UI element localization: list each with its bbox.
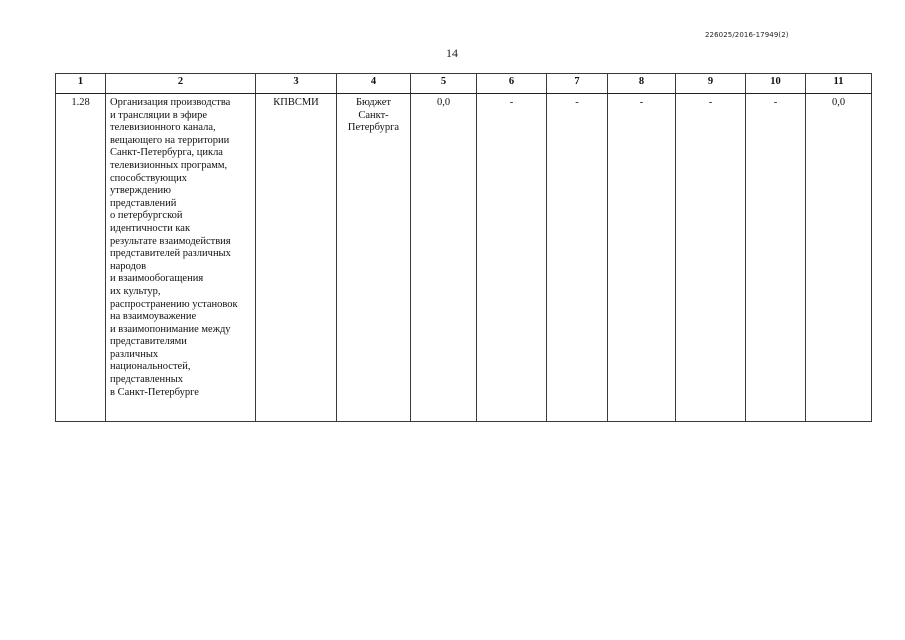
column-header: 8 [608,74,676,94]
page-number: 14 [446,46,458,60]
column-header: 1 [56,74,106,94]
activity-name-line: представленных [110,374,184,386]
activity-name-line: и трансляции в эфире [110,109,208,121]
column-header: 3 [256,74,337,94]
col11-value-cell: 0,0 [806,94,872,422]
activity-name-line: результате взаимодействия [110,235,231,247]
activity-name-line: народов [110,260,147,272]
column-header: 9 [676,74,746,94]
executor-cell: КПВСМИ [256,94,337,422]
activity-name-line: утверждению [110,185,171,197]
activity-name-line: представителей различных [110,248,231,260]
table-header-row [56,74,872,94]
activity-name-line: и взаимообогащения [110,273,204,285]
col10-value-cell: - [746,94,806,422]
funding-source-line: Петербурга [347,122,400,134]
activity-name-line: различных [110,348,159,360]
activity-name-line: представителями [110,336,187,348]
program-table-container [55,73,871,422]
column-header: 7 [547,74,608,94]
activity-name-line: Санкт-Петербурга, цикла [110,147,223,159]
row-number-cell: 1.28 [56,94,106,422]
activity-name-line: телевизионных программ, [110,159,228,171]
activity-name-line: телевизионного канала, [110,122,216,134]
activity-name-line: их культур, [110,285,161,297]
activity-name-line: способствующих [110,172,187,184]
activity-name-line: на взаимоуважение [110,311,197,323]
activity-name-cell [106,94,256,422]
document-id: 226025/2016-17949(2) [705,31,789,39]
activity-name-line: распространению установок [110,298,238,310]
column-header: 4 [337,74,411,94]
funding-source-line: Санкт- [358,109,389,121]
activity-name-line: Организация производства [110,97,231,108]
column-header: 2 [106,74,256,94]
col7-value-cell: - [547,94,608,422]
col5-value-cell: 0,0 [411,94,477,422]
program-table [55,73,872,422]
activity-name-line: вещающего на территории [110,134,230,146]
col6-value-cell: - [477,94,547,422]
activity-name-line: национальностей, [110,361,191,373]
activity-name-line: идентичности как [110,222,191,234]
column-header: 5 [411,74,477,94]
table-row [56,94,872,422]
funding-source-line: Бюджет [355,97,392,108]
column-header: 10 [746,74,806,94]
funding-source-cell [337,94,411,422]
col9-value-cell: - [676,94,746,422]
activity-name-line: в Санкт-Петербурге [110,386,199,398]
activity-name-line: представлений [110,197,177,209]
activity-name-line: о петербургской [110,210,183,222]
column-header: 6 [477,74,547,94]
column-header: 11 [806,74,872,94]
col8-value-cell: - [608,94,676,422]
activity-name-line: и взаимопонимание между [110,323,231,335]
